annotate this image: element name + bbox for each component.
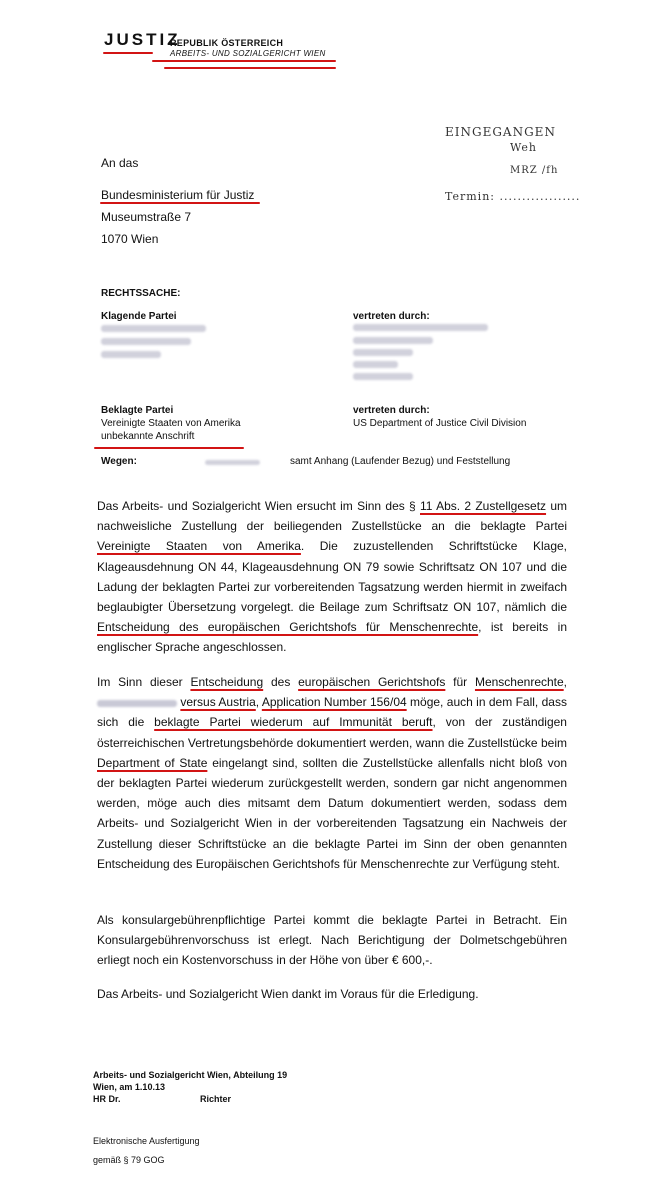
redacted-rep-1: [353, 324, 488, 331]
redacted-rep-4: [353, 361, 398, 368]
stamp-date: MRZ /fh: [510, 165, 559, 176]
ministry-underline: [100, 202, 260, 204]
redacted-plaintiff-2: [101, 338, 191, 345]
redacted-rep-2: [353, 337, 433, 344]
header-court: ARBEITS- UND SOZIALGERICHT WIEN: [170, 49, 326, 58]
header-underline-1: [103, 52, 153, 54]
body-paragraph-2: Im Sinn dieser Entscheidung des europäischen Gerichtshofs für Menschenrechte, versus Austria, Application Number 156/04 möge, auch in dem Fall, dass sich die beklagte Partei wiederum auf Immunität beruft, von der zuständigen österreichischen Vertretungsbehörde dokumentiert werden, wann die Zustellstücke beim Department of State eingelangt sind, sollten die Zustellstücke allenfalls nicht bloß von der beklagten Partei wiederum zurückgestellt werden, sondern gar nicht angenommen werden, möge auch dies mitsamt dem Datum dokumentiert werden, sodass dem Arbeits- und Sozialgericht Wien in der vorbereitenden Tagsatzung ein Nachweis der Zustellung dieser Schriftstücke an die beklagte Partei im Sinn der oben genannten Entscheidung des Europäischen Gerichtshofs für Menschenrechte zur Verfügung steht.: [97, 675, 568, 871]
defendant-label: Beklagte Partei: [101, 405, 174, 416]
footer-judge-role: Richter: [200, 1094, 232, 1104]
header-underline-3: [164, 67, 336, 69]
redacted-plaintiff-3: [101, 351, 161, 358]
recipient-ministry: Bundesministerium für Justiz: [101, 188, 255, 202]
recipient-street: Museumstraße 7: [101, 210, 192, 224]
redacted-plaintiff-1: [101, 325, 206, 332]
wegen-text: samt Anhang (Laufender Bezug) und Feststellung: [290, 456, 511, 467]
redacted-wegen: [205, 460, 260, 465]
redacted-applicant: [97, 700, 177, 707]
redacted-rep-5: [353, 373, 413, 380]
header-republic: REPUBLIK ÖSTERREICH: [170, 38, 284, 48]
body-paragraph-4: Das Arbeits- und Sozialgericht Wien dankt im Voraus für die Erledigung.: [97, 987, 479, 1001]
represented-label-1: vertreten durch:: [353, 311, 430, 322]
footer-court: Arbeits- und Sozialgericht Wien, Abteilung 19: [93, 1070, 288, 1080]
recipient-city: 1070 Wien: [101, 232, 159, 246]
redacted-rep-3: [353, 349, 413, 356]
stamp-received: EINGEGANGEN: [445, 125, 556, 139]
defendant-representative: US Department of Justice Civil Division: [353, 418, 527, 429]
header-underline-2: [152, 60, 336, 62]
footer-electronic: Elektronische Ausfertigung: [93, 1136, 200, 1146]
justiz-logo: JUSTIZ: [104, 30, 181, 49]
footer-judge-title: HR Dr.: [93, 1094, 121, 1104]
stamp-initials: Weh: [510, 141, 538, 154]
recipient-line-1: An das: [101, 156, 139, 170]
defendant-underline: [94, 447, 244, 449]
footer-legal-basis: gemäß § 79 GOG: [93, 1155, 165, 1165]
plaintiff-label: Klagende Partei: [101, 311, 177, 322]
body-paragraph-1: Das Arbeits- und Sozialgericht Wien ersucht im Sinn des § 11 Abs. 2 Zustellgesetz um nachweisliche Zustellung der beiliegenden Zustellstücke an die beklagte Partei Vereinigte Staaten von Amerika. Die zuzustellenden Schriftstücke Klage, Klageausdehnung ON 44, Klageausdehnung ON 79 sowie Schriftsatz ON 107 und die Ladung der beklagten Partei zur vorbereitenden Tagsatzung werden hiermit in zweifach beglaubigter Übersetzung vorgelegt. die Beilage zum Schriftsatz ON 107, nämlich die Entscheidung des europäischen Gerichtshofs für Menschenrechte, ist bereits in englischer Sprache angeschlossen.: [97, 499, 568, 655]
body-paragraph-3: Als konsulargebührenpflichtige Partei kommt die beklagte Partei in Betracht. Ein Konsulargebührenvorschuss ist erlegt. Nach Berichtigung der Dolmetschgebühren erliegt noch ein Kostenvorschuss in der Höhe von über € 600,-.: [97, 913, 567, 968]
defendant-name: Vereinigte Staaten von Amerika: [101, 418, 241, 429]
case-heading: RECHTSSACHE:: [101, 288, 181, 299]
wegen-label: Wegen:: [101, 456, 137, 467]
defendant-address: unbekannte Anschrift: [101, 431, 195, 442]
footer-date: Wien, am 1.10.13: [93, 1082, 165, 1092]
stamp-termin: Termin: ..................: [445, 190, 581, 203]
represented-label-2: vertreten durch:: [353, 405, 430, 416]
